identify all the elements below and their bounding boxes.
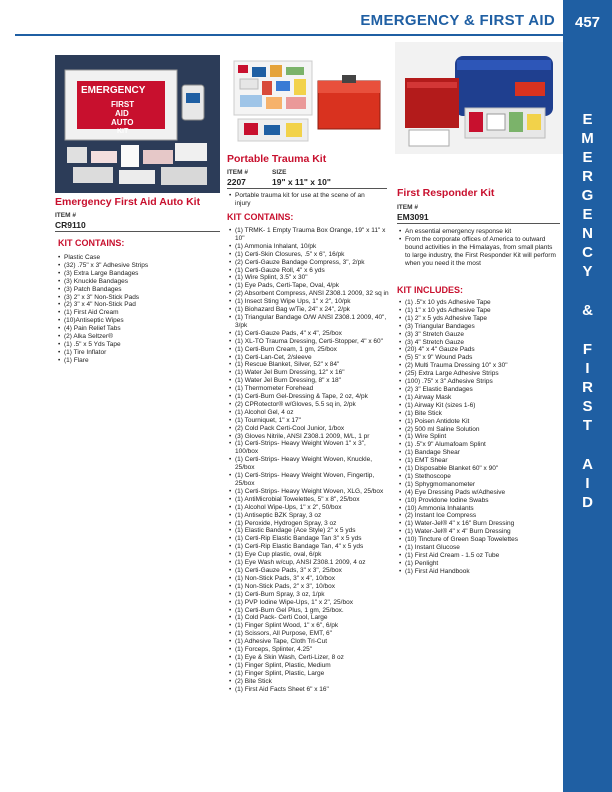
- list-item: • (1) Bandage Shear: [399, 449, 561, 457]
- list-item: • (1) Non-Stick Pads, 3" x 4", 10/box: [229, 575, 389, 583]
- list-item: • (2) 3" x 4" Non-Stick Pad: [58, 301, 218, 309]
- list-item: • (1) Tourniquet, 1" x 17": [229, 417, 389, 425]
- list-item: • (2) Multi Trauma Dressing 10" x 30": [399, 362, 561, 370]
- list-item: • (1) Finger Splint, Plastic, Large: [229, 670, 389, 678]
- list-item: • (1) .5" x 5 Yds Tape: [58, 341, 218, 349]
- list-item: • (1) First Aid Cream: [58, 309, 218, 317]
- list-item: • (1) Sphygmomanometer: [399, 481, 561, 489]
- list-item: • (1) Water-Jel® 4" x 16" Burn Dressing: [399, 520, 561, 528]
- list-item: • (1) Poisen Antidote Kit: [399, 418, 561, 426]
- photo-label-text: EMERGENCY: [81, 85, 146, 96]
- tab-letter: D: [582, 494, 593, 511]
- description-item: • Portable trauma kit for use at the scene of an injury: [229, 192, 379, 208]
- list-item: • (1) Stethoscope: [399, 473, 561, 481]
- product-name: Portable Trauma Kit: [227, 153, 327, 165]
- item-number: EM3091: [397, 212, 429, 222]
- description-item: • An essential emergency response kit: [399, 228, 559, 236]
- tab-letter: Y: [582, 263, 593, 280]
- list-item: • (1) Adhesive Tape, Cloth Tri-Cut: [229, 638, 389, 646]
- item-divider: [397, 223, 560, 224]
- section-tab: [563, 0, 612, 792]
- tab-letter: A: [582, 456, 593, 473]
- list-item: • (1) Eye Pads, Certi-Tape, Oval, 4/pk: [229, 282, 389, 290]
- list-item: • (10) Tincture of Green Soap Towelettes: [399, 536, 561, 544]
- tab-letter: S: [582, 398, 593, 415]
- tab-letter: G: [581, 187, 594, 204]
- list-item: • (1) Tire Inflator: [58, 349, 218, 357]
- list-item: • (1) Penlight: [399, 560, 561, 568]
- list-item: • (1) Flare: [58, 357, 218, 365]
- list-item: • (1) Certi-Gauze Pads, 3" x 3", 25/box: [229, 567, 389, 575]
- list-item: • (1) AntiMicrobial Towelettes, 5" x 8", 25/box: [229, 496, 389, 504]
- list-item: • (1) Certi-Rip Elastic Bandage Tan, 4" x 5 yds: [229, 543, 389, 551]
- list-item: • (5) 5" x 9" Wound Pads: [399, 354, 561, 362]
- list-item: • (1) Wire Splint, 3.5" x 30": [229, 274, 389, 282]
- tab-letter: I: [585, 360, 590, 377]
- tab-letter: [563, 435, 612, 455]
- kit-contains-heading: KIT CONTAINS:: [58, 238, 125, 248]
- list-item: • (1) Certi-Burn Gel-Dressing & Tape, 2 oz, 4/pk: [229, 393, 389, 401]
- list-item: • (3) Triangular Bandages: [399, 323, 561, 331]
- list-item: • (25) Extra Large Adhesive Strips: [399, 370, 561, 378]
- item-number: CR9110: [55, 220, 86, 230]
- list-item: • (3) Knuckle Bandages: [58, 278, 218, 286]
- list-item: • (1) Water Jel Burn Dressing, 12" x 16": [229, 369, 389, 377]
- tab-letter: M: [581, 130, 594, 147]
- list-item: • (3) Patch Bandages: [58, 286, 218, 294]
- size-label: SIZE: [272, 169, 287, 176]
- list-item: • (1) Insect Sting Wipe Ups, 1" x 2", 10/pk: [229, 298, 389, 306]
- list-item: • (1) Certi-Lan-Cet, 2/sleeve: [229, 354, 389, 362]
- page-title: EMERGENCY & FIRST AID: [360, 12, 555, 29]
- list-item: • (100) .75" x 3" Adhesive Strips: [399, 378, 561, 386]
- list-item: • (1) Cold Pack- Certi Cool, Large: [229, 614, 389, 622]
- kit-includes-heading: KIT INCLUDES:: [397, 285, 463, 295]
- list-item: • (1) Certi-Strips- Heavy Weight Woven, Knuckle, 25/box: [229, 456, 389, 472]
- tab-letter: I: [585, 475, 590, 492]
- tab-letter: R: [582, 379, 593, 396]
- list-item: • (2) Alka Seltzer®: [58, 333, 218, 341]
- list-item: • (1) Certi-Gauze Pads, 4" x 4", 25/box: [229, 330, 389, 338]
- item-number: 2207: [227, 177, 246, 187]
- list-item: • (3) Gloves Nitrile, ANSI Z308.1 2009, M/L, 1 pr: [229, 433, 389, 441]
- photo-label-text: AUTO: [111, 118, 134, 127]
- list-item: • (1) Antiseptic BZK Spray, 3 oz: [229, 512, 389, 520]
- list-item: • (1) Water Jel Burn Dressing, 8" x 18": [229, 377, 389, 385]
- list-item: • (2) 3" Elastic Bandages: [399, 386, 561, 394]
- list-item: • (10) Ammonia Inhalants: [399, 505, 561, 513]
- list-item: • (1) .5"x 9" Alumafoam Splint: [399, 441, 561, 449]
- section-tab-vertical-title: [563, 110, 612, 512]
- list-item: • (3) 2" x 3" Non-Stick Pads: [58, 294, 218, 302]
- list-item: • (4) Pain Relief Tabs: [58, 325, 218, 333]
- list-item: • (1) Biohazard Bag w/Tie, 24" x 24", 2/pk: [229, 306, 389, 314]
- tab-letter: T: [582, 417, 593, 434]
- list-item: • (2) Instant Ice Compress: [399, 512, 561, 520]
- list-item: • (10) Providone Iodine Swabs: [399, 497, 561, 505]
- list-item: • (1) Airway Kit (sizes 1-6): [399, 402, 561, 410]
- list-item: • (3) 3" Stretch Gauze: [399, 331, 561, 339]
- tab-letter: N: [582, 225, 593, 242]
- list-item: • (1) Finger Splint Wood, 1" x 6", 6/pk: [229, 622, 389, 630]
- list-item: • (1) Ammonia Inhalant, 10/pk: [229, 243, 389, 251]
- page-number: 457: [574, 14, 601, 31]
- item-number-label: ITEM #: [55, 212, 76, 219]
- list-item: • (1) Eye Cup plastic, oval, 6/pk: [229, 551, 389, 559]
- list-item: • (2) CPRotector® w/Gloves, 5.5 sq in, 2/pk: [229, 401, 389, 409]
- trauma-kit-photo: [228, 55, 387, 148]
- list-item: • (1) Water-Jel® 4" x 4" Burn Dressing: [399, 528, 561, 536]
- list-item: • (1) Bite Stick: [399, 410, 561, 418]
- list-item: • (1) 1" x 10 yds Adhesive Tape: [399, 307, 561, 315]
- kit-contents-list: [58, 254, 218, 365]
- kit-contains-heading: KIT CONTAINS:: [227, 212, 294, 222]
- list-item: • (1) 2" x 5 yds Adhesive Tape: [399, 315, 561, 323]
- list-item: • (1) First Aid Handbook: [399, 568, 561, 576]
- list-item: • (1) Certi-Skin Closures, .5" x 6", 16/pk: [229, 251, 389, 259]
- list-item: • (1) Eye & Skin Wash, Certi-Lizer, 8 oz: [229, 654, 389, 662]
- list-item: • (2) Cold Pack Certi-Cool Junior, 1/box: [229, 425, 389, 433]
- kit-contents-list: [229, 227, 389, 693]
- kit-contents-list: [399, 299, 561, 576]
- item-number-label: ITEM #: [227, 169, 248, 176]
- list-item: • (1) Alcohol Gel, 4 oz: [229, 409, 389, 417]
- tab-letter: E: [582, 149, 593, 166]
- list-item: • (3) Extra Large Bandages: [58, 270, 218, 278]
- item-divider: [55, 231, 220, 232]
- tab-letter: R: [582, 168, 593, 185]
- auto-kit-photo: [55, 55, 220, 193]
- list-item: • (1) PVP Iodine Wipe-Ups, 1" x 2", 25/box: [229, 599, 389, 607]
- list-item: • (1) EMT Shear: [399, 457, 561, 465]
- list-item: • (1) Rescue Blanket, Silver, 52" x 84": [229, 361, 389, 369]
- first-responder-kit-photo: [395, 42, 563, 154]
- photo-label-text: FIRST: [111, 100, 135, 109]
- list-item: • (1) First Aid Facts Sheet 6" x 16": [229, 686, 389, 694]
- tab-letter: E: [582, 111, 593, 128]
- list-item: • (1) Certi-Rip Elastic Bandage Tan 3" x 5 yds: [229, 535, 389, 543]
- tab-letter: &: [582, 302, 593, 319]
- list-item: • (1) TRMK- 1 Empty Trauma Box Orange, 19" x 11" x 10": [229, 227, 389, 243]
- list-item: • (1) Wire Splint: [399, 433, 561, 441]
- product-description: [229, 192, 379, 208]
- photo-label-text: AID: [115, 109, 129, 118]
- list-item: • (1) Elastic Bandage (Ace Style) 2" x 5 yds: [229, 527, 389, 535]
- list-item: • (1) Instant Glucose: [399, 544, 561, 552]
- product-size: 19" x 11" x 10": [272, 177, 331, 187]
- list-item: • Plastic Case: [58, 254, 218, 262]
- list-item: • (1) Certi-Burn Gel Plus, 1 gm, 25/box.: [229, 607, 389, 615]
- list-item: • (2) 500 ml Saline Solution: [399, 426, 561, 434]
- product-description: [399, 228, 559, 268]
- list-item: • (1) Certi-Strips- Heavy Weight Woven, Fingertip, 25/box: [229, 472, 389, 488]
- photo-label-text: KIT: [117, 128, 129, 135]
- list-item: • (1) Thermometer Forehead: [229, 385, 389, 393]
- list-item: • (1) Scissors, All Purpose, EMT, 6": [229, 630, 389, 638]
- tab-letter: C: [582, 244, 593, 261]
- list-item: • (1) Non-Stick Pads, 2" x 3", 10/box: [229, 583, 389, 591]
- list-item: • (2) Certi-Gauze Bandage Compress, 3", 2/pk: [229, 259, 389, 267]
- list-item: • (1) Certi-Gauze Roll, 4" x 6 yds: [229, 267, 389, 275]
- tab-letter: [563, 320, 612, 340]
- list-item: • (1) Forceps, Splinter, 4.25": [229, 646, 389, 654]
- list-item: • (1) Disposable Blanket 60" x 90": [399, 465, 561, 473]
- list-item: • (1) .5"x 10 yds Adhesive Tape: [399, 299, 561, 307]
- list-item: • (1) Certi-Strips- Heavy Weight Woven 1" x 3", 100/box: [229, 440, 389, 456]
- list-item: • (2) Absorbent Compress, ANSI Z308.1 2009, 32 sq in: [229, 290, 389, 298]
- list-item: • (1) Peroxide, Hydrogen Spray, 3 oz: [229, 520, 389, 528]
- tab-letter: F: [582, 341, 593, 358]
- list-item: • (1) Airway Mask: [399, 394, 561, 402]
- tab-letter: E: [582, 206, 593, 223]
- item-number-label: ITEM #: [397, 204, 418, 211]
- list-item: • (20) 4" x 4" Gauze Pads: [399, 346, 561, 354]
- list-item: • (4) Eye Dressing Pads w/Adhesive: [399, 489, 561, 497]
- product-name: Emergency First Aid Auto Kit: [55, 196, 201, 208]
- list-item: • (1) Alcohol Wipe-Ups, 1" x 2", 50/box: [229, 504, 389, 512]
- list-item: • (1) Certi-Burn Spray, 3 oz, 1/pk: [229, 591, 389, 599]
- list-item: • (1) Finger Splint, Plastic, Medium: [229, 662, 389, 670]
- list-item: • (1) Certi-Burn Cream, 1 gm, 25/box: [229, 346, 389, 354]
- list-item: • (2) Bite Stick: [229, 678, 389, 686]
- product-name: First Responder Kit: [397, 187, 495, 199]
- list-item: • (1) Triangular Bandage O/W ANSI Z308.1 2009, 40", 3/pk: [229, 314, 389, 330]
- list-item: • (1) Certi-Strips- Heavy Weight Woven, XLG, 25/box: [229, 488, 389, 496]
- header-divider: [15, 34, 563, 36]
- list-item: • (32) .75" x 3" Adhesive Strips: [58, 262, 218, 270]
- list-item: • (1) Eye Wash w/cup, ANSI Z308.1 2009, 4 oz: [229, 559, 389, 567]
- list-item: • (3) 4" Stretch Gauze: [399, 339, 561, 347]
- list-item: • (1) XL-TO Trauma Dressing, Certi-Stopper, 4" x 60": [229, 338, 389, 346]
- list-item: • (10)Antiseptic Wipes: [58, 317, 218, 325]
- item-divider: [227, 188, 387, 189]
- list-item: • (1) First Aid Cream - 1.5 oz Tube: [399, 552, 561, 560]
- description-item: • From the corporate offices of America to outward bound activities in the Himalayas, from small plants to large industry, the First Responder Kit will perform when you need it the most: [399, 236, 559, 268]
- tab-letter: [563, 281, 612, 301]
